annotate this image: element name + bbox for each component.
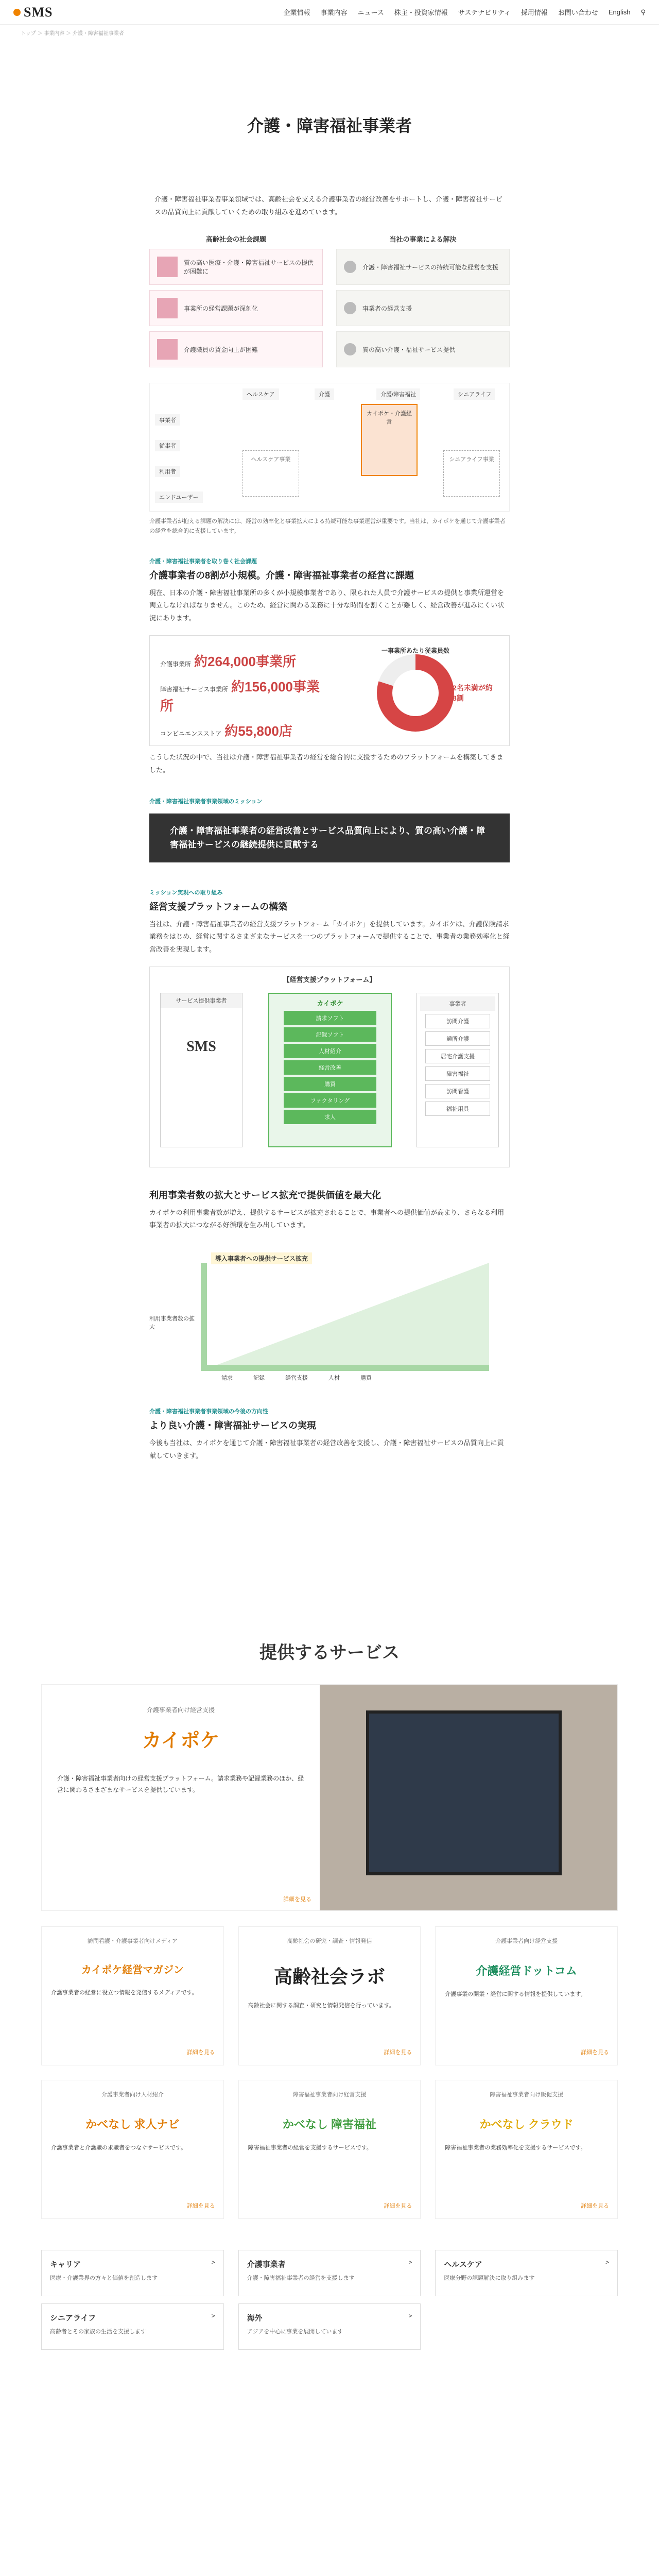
section-kicker: ミッション実現への取り組み bbox=[149, 889, 223, 896]
growth-step: 購買 bbox=[360, 1375, 372, 1381]
map-label: 介護/障害福祉 bbox=[376, 388, 420, 400]
card-more-link[interactable]: 詳細を見る bbox=[384, 2049, 412, 2056]
kaipoke-platform bbox=[268, 993, 392, 1147]
check-icon bbox=[344, 302, 356, 314]
solution-card: 質の高い介護・福祉サービス提供 bbox=[336, 331, 510, 367]
section-growth bbox=[149, 1188, 510, 1386]
section-platform bbox=[149, 888, 510, 1167]
growth-area bbox=[201, 1263, 489, 1371]
card-more-link[interactable]: 詳細を見る bbox=[580, 2203, 609, 2210]
mission-quote: 介護・障害福祉事業者の経営改善とサービス品質向上により、質の高い介護・障害福祉サービスの継続提供に貢献する bbox=[149, 814, 510, 862]
card-label: 介護事業者向け経営支援 bbox=[495, 1938, 558, 1944]
business-link-card[interactable]: キャリア 医療・介護業界の方々と価値を創造します > bbox=[41, 2250, 224, 2296]
business-link-card[interactable]: ヘルスケア 医療分野の課題解決に取り組みます > bbox=[435, 2250, 618, 2296]
service-card[interactable] bbox=[238, 1926, 421, 2065]
business-type: 居宅介護支援 bbox=[425, 1049, 490, 1063]
arrow-icon: > bbox=[408, 2259, 412, 2266]
sms-logo: SMS bbox=[186, 1038, 216, 1055]
card-brand: 高齢社会ラボ bbox=[273, 1965, 385, 1987]
service-card[interactable] bbox=[435, 1926, 618, 2065]
growth-diagram bbox=[149, 1242, 510, 1386]
map-label: シニアライフ bbox=[454, 388, 495, 400]
card-text: 介護事業者の経営に役立つ情報を発信するメディアです。 bbox=[51, 1989, 198, 1996]
stats-box bbox=[149, 635, 510, 746]
donut-title: 一事業所あたり従業員数 bbox=[381, 647, 449, 654]
platform-service: ファクタリング bbox=[284, 1093, 376, 1108]
solution-card: 介護・障害福祉サービスの持続可能な経営を支援 bbox=[336, 249, 510, 285]
company-logo[interactable]: SMS bbox=[13, 5, 53, 20]
business-type: 通所介護 bbox=[425, 1031, 490, 1046]
growth-axis-bar bbox=[201, 1263, 207, 1371]
business-type: 訪問看護 bbox=[425, 1084, 490, 1098]
card-more-link[interactable]: 詳細を見る bbox=[186, 2203, 215, 2210]
nav-item[interactable]: 企業情報 bbox=[283, 9, 310, 16]
hero-brand: カイポケ bbox=[142, 1730, 220, 1752]
business-type: 福祉用具 bbox=[425, 1101, 490, 1116]
global-header bbox=[0, 0, 659, 25]
section-kicker: 介護・障害福祉事業者を取り巻く社会課題 bbox=[149, 558, 257, 565]
page-title: 介護・障害福祉事業者 bbox=[247, 116, 412, 135]
section-note: こうした状況の中で、当社は介護・障害福祉事業者の経営を総合的に支援するためのプラットフォームを構築してきました。 bbox=[149, 753, 504, 774]
card-label: 介護事業者向け人材紹介 bbox=[101, 2092, 164, 2098]
growth-step: 経営支援 bbox=[285, 1375, 308, 1381]
donut-svg bbox=[372, 649, 459, 737]
growth-step: 記録 bbox=[253, 1375, 265, 1381]
hero-image bbox=[320, 1685, 617, 1910]
business-link-card[interactable]: シニアライフ 高齢者とその家族の生活を支援します > bbox=[41, 2303, 224, 2350]
service-card[interactable] bbox=[41, 2080, 224, 2219]
hero-text-area bbox=[42, 1685, 320, 1910]
card-text: 高齢社会に関する調査・研究と情報発信を行っています。 bbox=[248, 2003, 395, 2009]
platform-service: 経営改善 bbox=[284, 1060, 376, 1075]
card-brand: かべなし 障害福祉 bbox=[282, 2117, 377, 2131]
breadcrumb[interactable]: トップ ＞ 事業内容 ＞ 介護・障害福祉事業者 bbox=[21, 31, 124, 37]
issue-solution-comparison bbox=[149, 234, 510, 372]
hero-text: 介護・障害福祉事業者向けの経営支援プラットフォーム。請求業務や記録業務のほか、経営に関わるさまざまなサービスを提供しています。 bbox=[57, 1775, 304, 1793]
issue-card: 事業所の経営課題が深刻化 bbox=[149, 290, 323, 326]
compare-right-title: 当社の事業による解決 bbox=[389, 235, 457, 244]
healthcare-area: ヘルスケア事業 bbox=[242, 450, 299, 497]
nav-item[interactable]: 採用情報 bbox=[521, 9, 548, 16]
growth-left-label: 利用事業者数の拡大 bbox=[149, 1316, 195, 1330]
stat-item: 介護事業所 約264,000事業所 bbox=[160, 653, 296, 669]
section-title: 利用事業者数の拡大とサービス拡充で提供価値を最大化 bbox=[149, 1190, 381, 1200]
nav-item[interactable]: サステナビリティ bbox=[458, 9, 511, 16]
section-kicker: 介護・障害福祉事業者事業領域の今後の方向性 bbox=[149, 1409, 268, 1415]
issue-card: 介護職員の賃金向上が困難 bbox=[149, 331, 323, 367]
platform-diagram bbox=[149, 967, 510, 1167]
platform-service: 請求ソフト bbox=[284, 1011, 376, 1025]
growth-svg bbox=[149, 1242, 510, 1386]
growth-base-bar bbox=[201, 1365, 489, 1371]
business-type: 障害福祉 bbox=[425, 1066, 490, 1081]
platform-title: 【経営支援プラットフォーム】 bbox=[283, 975, 376, 984]
platform-center: カイポケ bbox=[317, 999, 343, 1007]
diagram-note: 介護事業者が抱える課題の解決には、経営の効率化と事業拡大による持続可能な事業運営が重要です。当社は、カイポケを通じて介護事業者の経営を総合的に支援しています。 bbox=[149, 518, 506, 535]
business-type: 訪問介護 bbox=[425, 1014, 490, 1028]
section-social-issue bbox=[149, 557, 510, 776]
business-label: 事業者 bbox=[420, 996, 495, 1011]
map-label: 従事者 bbox=[155, 440, 180, 451]
donut-value: 2名未満が約8割 bbox=[453, 683, 493, 702]
card-more-link[interactable]: 詳細を見る bbox=[186, 2049, 215, 2056]
arrow-icon: > bbox=[408, 2312, 412, 2319]
map-label: 利用者 bbox=[155, 466, 180, 477]
card-text: 障害福祉事業者の経営を支援するサービスです。 bbox=[248, 2144, 372, 2151]
growth-step: 請求 bbox=[221, 1375, 233, 1381]
arrow-icon: > bbox=[211, 2312, 215, 2319]
business-box bbox=[417, 993, 499, 1147]
service-cards bbox=[41, 1926, 618, 2219]
arrow-icon: > bbox=[605, 2259, 609, 2266]
services-title: 提供するサービス bbox=[259, 1643, 400, 1663]
card-label: 障害福祉事業者向け販促支援 bbox=[490, 2092, 564, 2098]
arrow-icon: > bbox=[211, 2259, 215, 2266]
card-brand: カイポケ経営マガジン bbox=[81, 1964, 184, 1976]
tablet-mockup bbox=[366, 1710, 562, 1875]
kaipoke-area: カイポケ・介護経営 bbox=[361, 404, 418, 476]
section-text: カイポケの利用事業者数が増え、提供するサービスが拡充されることで、事業者への提供価値が高まり、さらなる利用事業者の拡大につながる好循環を生み出しています。 bbox=[149, 1208, 505, 1229]
stat-item: 障害福祉サービス事業所 約156,000事業所 bbox=[160, 679, 320, 714]
growth-top-label: 導入事業者への提供サービス拡充 bbox=[211, 1252, 312, 1264]
card-brand: 介護経営ドットコム bbox=[476, 1964, 577, 1977]
map-label: 事業者 bbox=[155, 414, 180, 426]
card-label: 訪問看護・介護事業者向けメディア bbox=[87, 1938, 178, 1944]
issue-icon bbox=[157, 257, 178, 277]
business-link-card[interactable]: 海外 アジアを中心に事業を展開しています > bbox=[238, 2303, 421, 2350]
solution-card: 事業者の経営支援 bbox=[336, 290, 510, 326]
section-title: 経営支援プラットフォームの構築 bbox=[149, 901, 288, 912]
search-icon[interactable]: ⚲ bbox=[640, 8, 646, 16]
business-links bbox=[41, 2250, 618, 2350]
platform-service: 記録ソフト bbox=[284, 1027, 376, 1042]
nav-item[interactable]: 株主・投資家情報 bbox=[394, 9, 448, 16]
growth-step: 人材 bbox=[328, 1375, 340, 1381]
card-brand: かべなし クラウド bbox=[479, 2117, 574, 2131]
nav-item[interactable]: ニュース bbox=[357, 9, 384, 16]
provider-label: サービス提供事業者 bbox=[161, 993, 242, 1008]
nav-item[interactable]: English bbox=[608, 8, 631, 16]
seniorlife-area: シニアライフ事業 bbox=[443, 450, 500, 497]
card-text: 介護事業者と介護職の求職者をつなぐサービスです。 bbox=[51, 2144, 187, 2151]
card-text: 介護事業の開業・経営に関する情報を提供しています。 bbox=[445, 1991, 586, 1997]
hero-label: 介護事業者向け経営支援 bbox=[146, 1706, 215, 1714]
section-title: より良い介護・障害福祉サービスの実現 bbox=[149, 1420, 316, 1431]
card-label: 障害福祉事業者向け経営支援 bbox=[292, 2092, 367, 2098]
compare-left-title: 高齢社会の社会課題 bbox=[205, 235, 266, 244]
section-mission bbox=[149, 797, 510, 862]
map-label: ヘルスケア bbox=[242, 388, 279, 400]
services-section bbox=[0, 1638, 659, 2350]
section-kicker: 介護・障害福祉事業者事業領域のミッション bbox=[149, 799, 263, 805]
section-text: 当社は、介護・障害福祉事業者の経営支援プラットフォーム「カイポケ」を提供しています。カイポケは、介護保険請求業務をはじめ、経営に関するさまざまなサービスを一つのプラットフォームで提供することで、事業者の業務効率化と経営改善を実現します。 bbox=[149, 920, 510, 953]
issue-icon bbox=[157, 339, 178, 360]
platform-service: 購買 bbox=[284, 1077, 376, 1091]
service-card[interactable] bbox=[41, 1926, 224, 2065]
section-title: 介護事業者の8割が小規模。介護・障害福祉事業者の経営に課題 bbox=[149, 570, 414, 581]
card-label: 高齢社会の研究・調査・情報発信 bbox=[287, 1938, 372, 1944]
section-text: 今後も当社は、カイポケを通じて介護・障害福祉事業者の経営改善を支援し、介護・障害福祉サービスの品質向上に貢献していきます。 bbox=[149, 1439, 504, 1460]
logo-mark-icon bbox=[13, 9, 21, 16]
stat-item: コンビニエンスストア 約55,800店 bbox=[160, 723, 292, 739]
card-text: 障害福祉事業者の業務効率化を支援するサービスです。 bbox=[445, 2144, 586, 2151]
section-future bbox=[149, 1407, 510, 1462]
service-card[interactable] bbox=[238, 2080, 421, 2219]
check-icon bbox=[344, 261, 356, 273]
intro-text: 介護・障害福祉事業者事業領域では、高齢社会を支える介護事業者の経営改善をサポートし、介護・障害福祉サービスの品質向上に貢献していくための取り組みを進めています。 bbox=[154, 195, 503, 216]
kaipoke-hero-card[interactable] bbox=[41, 1684, 618, 1911]
issue-icon bbox=[157, 298, 178, 318]
map-label: 介護 bbox=[315, 388, 334, 400]
issue-card: 質の高い医療・介護・障害福祉サービスの提供が困難に bbox=[149, 249, 323, 285]
provider-box bbox=[160, 993, 242, 1147]
nav-item[interactable]: お問い合わせ bbox=[558, 9, 598, 16]
service-card[interactable] bbox=[435, 2080, 618, 2219]
section-text: 現在、日本の介護・障害福祉事業所の多くが小規模事業者であり、限られた人員で介護サービスの提供と事業所運営を両立しなければなりません。このため、経営に関わる業務に十分な時間を割くことが難しく、経営改善が進みにくい状況にあります。 bbox=[149, 588, 505, 622]
platform-service: 人材紹介 bbox=[284, 1044, 376, 1058]
card-more-link[interactable]: 詳細を見る bbox=[384, 2203, 412, 2210]
global-nav bbox=[283, 7, 646, 17]
hero-more-link[interactable]: 詳細を見る bbox=[283, 1896, 311, 1903]
nav-item[interactable]: 事業内容 bbox=[320, 9, 348, 16]
card-brand: かべなし 求人ナビ bbox=[85, 2117, 180, 2131]
business-map-diagram bbox=[149, 383, 510, 512]
growth-steps bbox=[221, 1374, 372, 1382]
donut-chart bbox=[332, 646, 499, 740]
check-icon bbox=[344, 343, 356, 355]
card-more-link[interactable]: 詳細を見る bbox=[580, 2049, 609, 2056]
map-label: エンドユーザー bbox=[155, 492, 203, 503]
business-link-card[interactable]: 介護事業者 介護・障害福祉事業者の経営を支援します > bbox=[238, 2250, 421, 2296]
platform-service: 求人 bbox=[284, 1110, 376, 1124]
